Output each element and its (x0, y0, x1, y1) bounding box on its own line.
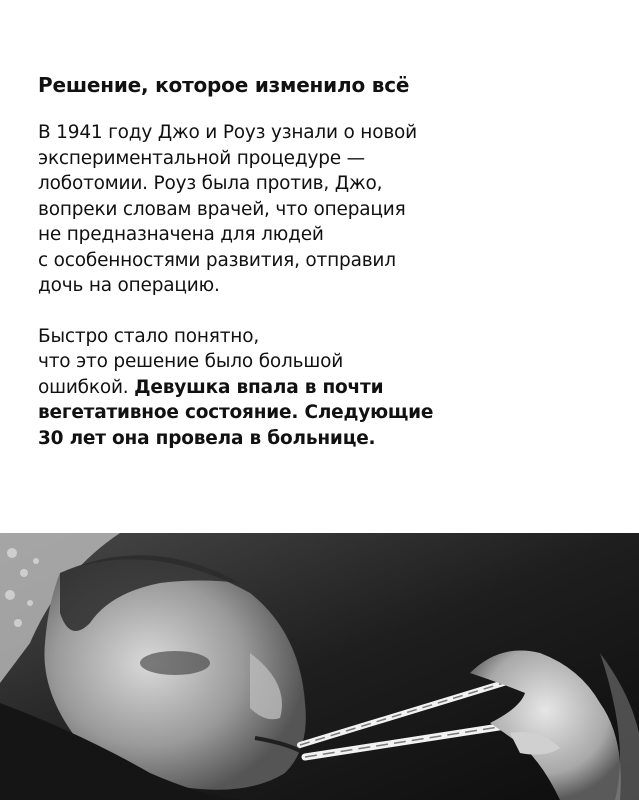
paragraph-2-bold-line: 30 лет она провела в больнице. (38, 427, 376, 449)
paragraph-2-line: что это решение было большой (38, 351, 344, 372)
paragraph-1-line: вопреки словам врачей, что операция (38, 198, 406, 220)
paragraph-2-line (38, 375, 608, 401)
historical-photo (0, 533, 639, 800)
heading: Решение, которое изменило всё (38, 73, 410, 97)
paragraph-1-line: с особенностями развития, отправил (38, 249, 396, 271)
paragraph-1-line: В 1941 году Джо и Роуз узнали о новой (38, 122, 417, 143)
paragraph-1-line: дочь на операцию. (38, 275, 220, 296)
paragraph-1-line: экспериментальной процедуре — (38, 147, 365, 169)
photo-illustration (0, 533, 639, 800)
paragraph-1-line: лоботомии. Роуз была против, Джо, (38, 173, 383, 194)
paragraph-1 (38, 120, 608, 299)
paragraph-2-line: Быстро стало понятно, (38, 325, 260, 347)
paragraph-2-bold-line: вегетативное состояние. Следующие (38, 402, 434, 423)
paragraph-2 (38, 324, 608, 452)
paragraph-2-regular-text: ошибкой. (38, 376, 135, 398)
article-text (38, 72, 608, 451)
paragraph-2-bold-text: Девушка впала в почти (134, 376, 384, 398)
paragraph-1-line: не предназначена для людей (38, 224, 324, 245)
